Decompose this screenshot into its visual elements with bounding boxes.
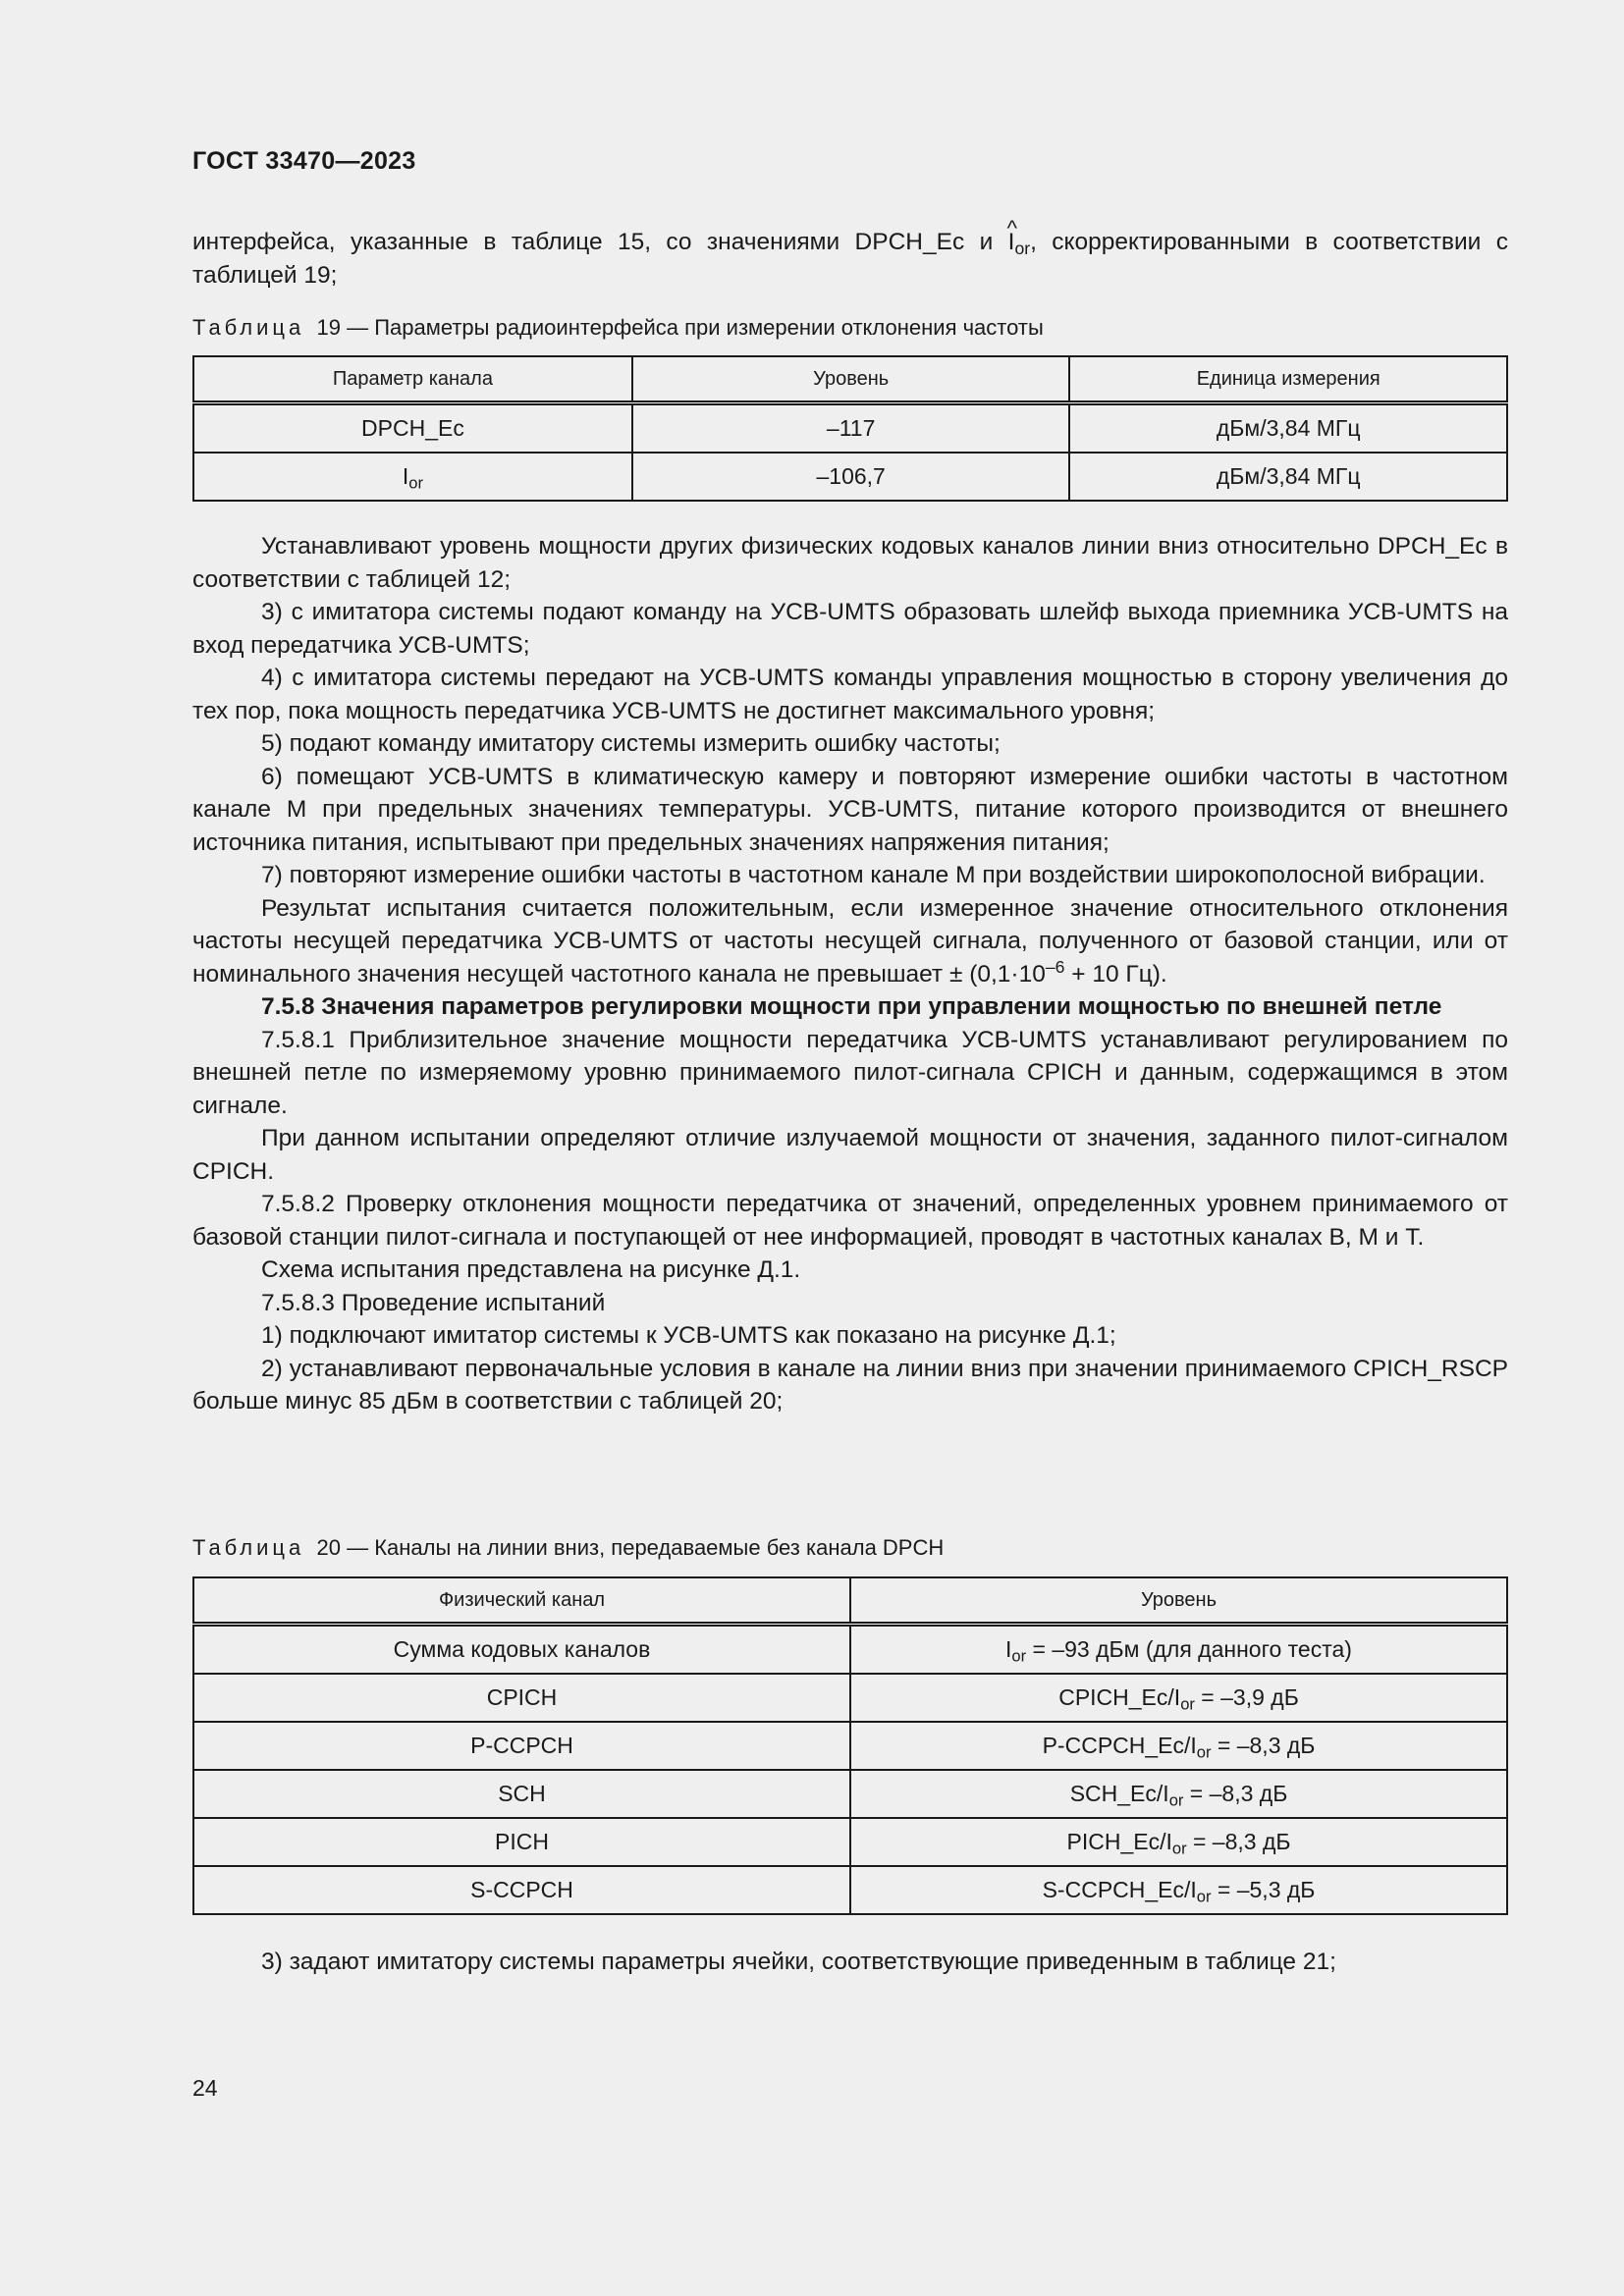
table-cell: –117 [632,403,1070,454]
table-row [193,1818,1507,1866]
table-cell: $P-CCPCH\_Ec/I_{or} = -8,3$ дБ [850,1722,1507,1770]
column-header: Уровень [850,1577,1507,1625]
list-item: 4) с имитатора системы передают на УСВ-UMTS команды управления мощностью в сторону увеличения до тех пор, пока мощность передатчика УСВ-UMTS не достигнет максимального уровня; [192,665,1508,724]
intro-paragraph: интерфейса, указанные в таблице 15, со значениями DPCH_Ec и ^ $I_{or}$, скорректированными в соответствии с таблицей 19; [192,226,1508,292]
section-heading: 7.5.8 Значения параметров регулировки мощности при управлении мощностью по внешней петле [261,993,1442,1020]
paragraph: Устанавливают уровень мощности других физических кодовых каналов линии вниз относительно DPCH_Ec в соответствии с таблицей 12; [192,533,1508,593]
table-row [193,1722,1507,1770]
i-hat-symbol: ^ I [1008,226,1015,259]
paragraph: При данном испытании определяют отличие излучаемой мощности от значения, заданного пилот-сигналом CPICH. [192,1125,1508,1185]
list-item: 3) задают имитатору системы параметры ячейки, соответствующие приведенным в таблице 21; [261,1949,1336,1975]
table-cell: S-CCPCH [193,1866,850,1914]
subsection-heading: 7.5.8.3 Проведение испытаний [261,1289,606,1316]
table-cell: $I_{or}$ [193,453,632,501]
table-header-row [193,356,1507,403]
paragraph: 7.5.8.1 Приблизительное значение мощности передатчика УСВ-UMTS устанавливают регулированием по внешней петле по измеряемому уровню принимаемого пилот-сигнала CPICH и данным, содержащимся в этом сигнале. [192,1026,1508,1119]
list-item: 5) подают команду имитатору системы измерить ошибку частоты; [261,730,1001,757]
column-header: Параметр канала [193,356,632,403]
table19-caption: Таблица 19 — Параметры радиоинтерфейса при измерении отклонения частоты [192,315,1044,340]
table-row [193,1770,1507,1818]
table-cell: DPCH_Ec [193,403,632,454]
list-item: 3) с имитатора системы подают команду на УСВ-UMTS образовать шлейф выхода приемника УСВ-UMTS на вход передатчика УСВ-UMTS; [192,599,1508,659]
table-cell: SCH [193,1770,850,1818]
paragraph: Результат испытания считается положительным, если измеренное значение относительного отклонения частоты несущей передатчика УСВ-UMTS от частоты несущей сигнала, полученного от базовой станции, или от номинального значения несущей частотного канала не превышает ± ($0,1\cdot 10^{-6} + 10$ Гц). [192,894,1508,988]
table-cell: дБм/3,84 МГц [1069,453,1507,501]
table20-caption: Таблица 20 — Каналы на линии вниз, передаваемые без канала DPCH [192,1535,945,1560]
table20 [192,1576,1508,1915]
table-row [193,1866,1507,1914]
table-row [193,403,1507,454]
table-header-row [193,1577,1507,1625]
paragraph: 7.5.8.2 Проверку отклонения мощности передатчика от значений, определенных уровнем принимаемого от базовой станции пилот-сигнала и поступающей от нее информацией, проводят в частотных каналах B, M и T. [192,1191,1508,1251]
paragraph: Схема испытания представлена на рисунке Д.1. [261,1256,801,1283]
document-header: ГОСТ 33470—2023 [192,147,416,175]
table-cell: дБм/3,84 МГц [1069,403,1507,454]
table-row [193,1625,1507,1675]
table19 [192,355,1508,502]
table-cell: P-CCPCH [193,1722,850,1770]
table-cell: $I_{or} = -93$ дБм (для данного теста) [850,1625,1507,1675]
list-item: 6) помещают УСВ-UMTS в климатическую камеру и повторяют измерение ошибки частоты в частотном канале М при предельных значениях температуры. УСВ-UMTS, питание которого производится от внешнего источника питания, испытывают при предельных значениях напряжения питания; [192,763,1508,856]
table-row [193,453,1507,501]
table-cell: $S-CCPCH\_Ec/I_{or} = -5,3$ дБ [850,1866,1507,1914]
column-header: Единица измерения [1069,356,1507,403]
page-number: 24 [192,2075,218,2101]
table-row [193,1674,1507,1722]
table-cell: $PICH\_Ec/I_{or} = -8,3$ дБ [850,1818,1507,1866]
table-cell: $CPICH\_Ec/I_{or} = -3,9$ дБ [850,1674,1507,1722]
column-header: Физический канал [193,1577,850,1625]
list-item: 2) устанавливают первоначальные условия в канале на линии вниз при значении принимаемого CPICH_RSCP больше минус 85 дБм в соответствии с таблицей 20; [192,1355,1508,1415]
list-item: 7) повторяют измерение ошибки частоты в частотном канале М при воздействии широкополосной вибрации. [261,862,1486,888]
column-header: Уровень [632,356,1070,403]
table-cell: –106,7 [632,453,1070,501]
body-text [192,530,1508,1418]
table-cell: PICH [193,1818,850,1866]
table-cell: CPICH [193,1674,850,1722]
table-cell: Сумма кодовых каналов [193,1625,850,1675]
table-cell: $SCH\_Ec/I_{or} = -8,3$ дБ [850,1770,1507,1818]
after-table-text [192,1946,1508,1979]
list-item: 1) подключают имитатор системы к УСВ-UMTS как показано на рисунке Д.1; [261,1322,1116,1349]
